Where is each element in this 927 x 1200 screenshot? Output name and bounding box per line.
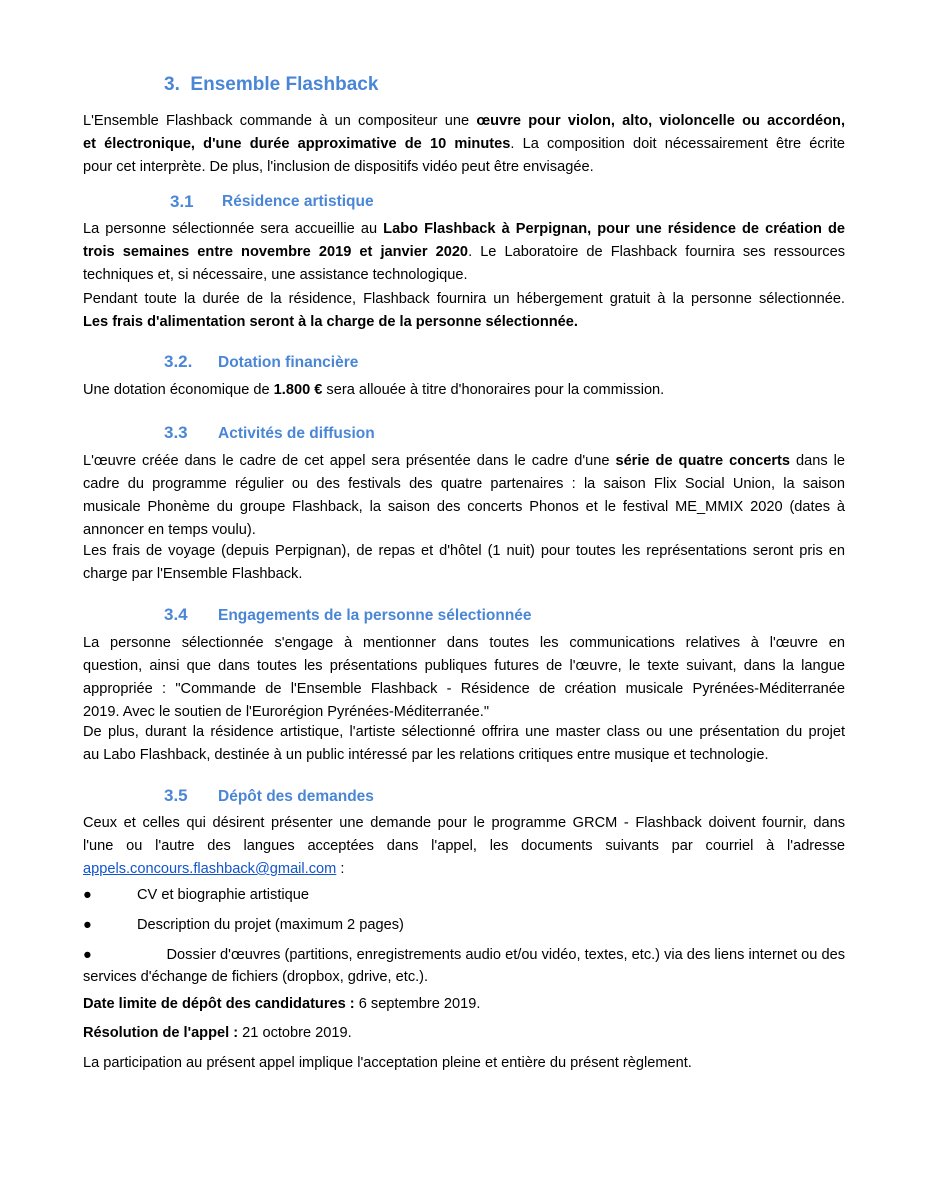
section-3-1-number: 3.1: [170, 192, 194, 211]
section-3-1-paragraph-1: [83, 218, 845, 287]
s31-p2-bold-b: Les frais d'alimentation seront à la charge de la personne sélectionnée.: [83, 314, 578, 330]
s31-p1-text-e: techniques et, si nécessaire, une assistance technologique.: [83, 267, 468, 283]
bullet-icon: ●: [83, 947, 92, 963]
s3-p1-bold-c: et électronique, d'une durée approximative de 10 minutes: [83, 136, 511, 152]
s31-p2-text-a: Pendant toute la durée de la résidence, Flashback fournira un hébergement gratuit à la personne sélectionnée.: [83, 291, 845, 307]
section-3-3-paragraph-1: [83, 450, 845, 542]
s34-p1-text-d: 2019. Avec le soutien de l'Eurorégion Pyrénées-Méditerranée.": [83, 704, 490, 720]
resolution-value: 21 octobre 2019.: [238, 1025, 352, 1041]
list-item-description: Description du projet (maximum 2 pages): [137, 917, 404, 933]
section-3-5-title: Dépôt des demandes: [218, 788, 374, 805]
bullet-icon: ●: [83, 917, 92, 933]
section-3-1-title: Résidence artistique: [222, 193, 374, 210]
s34-p2-text-a: De plus, durant la résidence artistique, l'artiste sélectionné offrira une master class ou une présentation du projet: [83, 724, 845, 740]
s33-p1-bold-b: série de quatre concerts: [615, 453, 790, 469]
section-3-title: Ensemble Flashback: [190, 74, 379, 95]
s33-p1-text-e: musicale Phonème du groupe Flashback, la saison des concerts Phonos et le festival ME_MMIX 2020 (dates à: [83, 499, 845, 515]
email-link[interactable]: appels.concours.flashback@gmail.com: [83, 861, 337, 877]
s3-p1-text-a: L'Ensemble Flashback commande à un compositeur une: [83, 113, 477, 129]
closing-text: La participation au présent appel implique l'acceptation pleine et entière du présent règlement.: [83, 1055, 692, 1071]
section-3-3-number: 3.3: [164, 423, 188, 442]
section-3-1-paragraph-2: [83, 288, 845, 334]
s31-p1-bold-b: Labo Flashback à Perpignan, pour une résidence de création de: [383, 221, 846, 237]
s33-p1-text-d: cadre du programme régulier ou des festivals des quatre partenaires : la saison Flix Social Union, la saison: [83, 476, 845, 492]
section-3-number: 3.: [164, 74, 180, 95]
s35-p1-text-a: Ceux et celles qui désirent présenter une demande pour le programme GRCM - Flashback doivent fournir, dans: [83, 815, 845, 831]
list-item-cv: CV et biographie artistique: [137, 887, 309, 903]
s33-p1-text-f: annoncer en temps voulu).: [83, 522, 256, 538]
section-3-4-paragraph-1: [83, 632, 845, 724]
section-3-3-title: Activités de diffusion: [218, 425, 375, 442]
s33-p2-text-b: charge par l'Ensemble Flashback.: [83, 566, 303, 582]
list-item-portfolio-continued: [83, 966, 845, 989]
deadline-value: 6 septembre 2019.: [354, 996, 481, 1012]
bullet-icon: ●: [83, 887, 92, 903]
s34-p1-text-a: La personne sélectionnée s'engage à mentionner dans toutes les communications relatives à l'œuvre en: [83, 635, 845, 651]
s31-p1-bold-c: trois semaines entre novembre 2019 et janvier 2020: [83, 244, 469, 260]
deadline-label: Date limite de dépôt des candidatures :: [83, 996, 355, 1012]
section-3-4-number: 3.4: [164, 605, 188, 624]
section-3-4-title: Engagements de la personne sélectionnée: [218, 607, 532, 624]
section-3-3-paragraph-2: [83, 540, 845, 586]
s35-p1-text-c: :: [336, 861, 345, 877]
deadline-line: [83, 993, 845, 1016]
s34-p1-text-b: question, ainsi que dans toutes les présentations publiques futures de l'œuvre, le texte suivant, dans la langue: [83, 658, 845, 674]
section-3-5-paragraph: [83, 812, 845, 881]
s33-p2-text-a: Les frais de voyage (depuis Perpignan), de repas et d'hôtel (1 nuit) pour toutes les représentations seront pris en: [83, 543, 845, 559]
s31-p1-text-a: La personne sélectionnée sera accueillie au: [83, 221, 384, 237]
s31-p1-text-d: . Le Laboratoire de Flashback fournira ses ressources: [468, 244, 845, 260]
section-3-heading: [164, 74, 378, 96]
s35-item3-cont: services d'échange de fichiers (dropbox, gdrive, etc.).: [83, 969, 429, 985]
s32-amount: 1.800 €: [273, 382, 323, 398]
s32-p1-text-a: Une dotation économique de: [83, 382, 274, 398]
list-item-portfolio: Dossier d'œuvres (partitions, enregistrements audio et/ou vidéo, textes, etc.) via des liens internet ou des: [166, 947, 845, 963]
s33-p1-text-c: dans le: [789, 453, 845, 469]
s34-p2-text-b: au Labo Flashback, destinée à un public intéressé par les relations critiques entre musique et technologie.: [83, 747, 769, 763]
s33-p1-text-a: L'œuvre créée dans le cadre de cet appel sera présentée dans le cadre d'une: [83, 453, 616, 469]
section-3-2-title: Dotation financière: [218, 354, 359, 371]
s35-p1-text-b: l'une ou l'autre des langues acceptées dans l'appel, les documents suivants par courriel à l'adresse: [83, 838, 845, 854]
closing-line: [83, 1052, 845, 1075]
section-3-2-number: 3.2.: [164, 352, 193, 371]
s32-p1-text-c: sera allouée à titre d'honoraires pour la commission.: [322, 382, 665, 398]
section-3-5-number: 3.5: [164, 786, 188, 805]
s34-p1-text-c: appropriée : "Commande de l'Ensemble Flashback - Résidence de création musicale Pyrénées-Méditerranée: [83, 681, 845, 697]
resolution-label: Résolution de l'appel :: [83, 1025, 239, 1041]
section-3-2-paragraph: [83, 379, 845, 402]
s3-p1-text-e: pour cet interprète. De plus, l'inclusion de dispositifs vidéo peut être envisagée.: [83, 159, 594, 175]
section-3-4-paragraph-2: [83, 721, 845, 767]
s3-p1-bold-b: œuvre pour violon, alto, violoncelle ou accordéon,: [476, 113, 845, 129]
s3-p1-text-d: . La composition doit nécessairement être écrite: [510, 136, 845, 152]
resolution-line: [83, 1022, 845, 1045]
section-3-paragraph: [83, 110, 845, 179]
